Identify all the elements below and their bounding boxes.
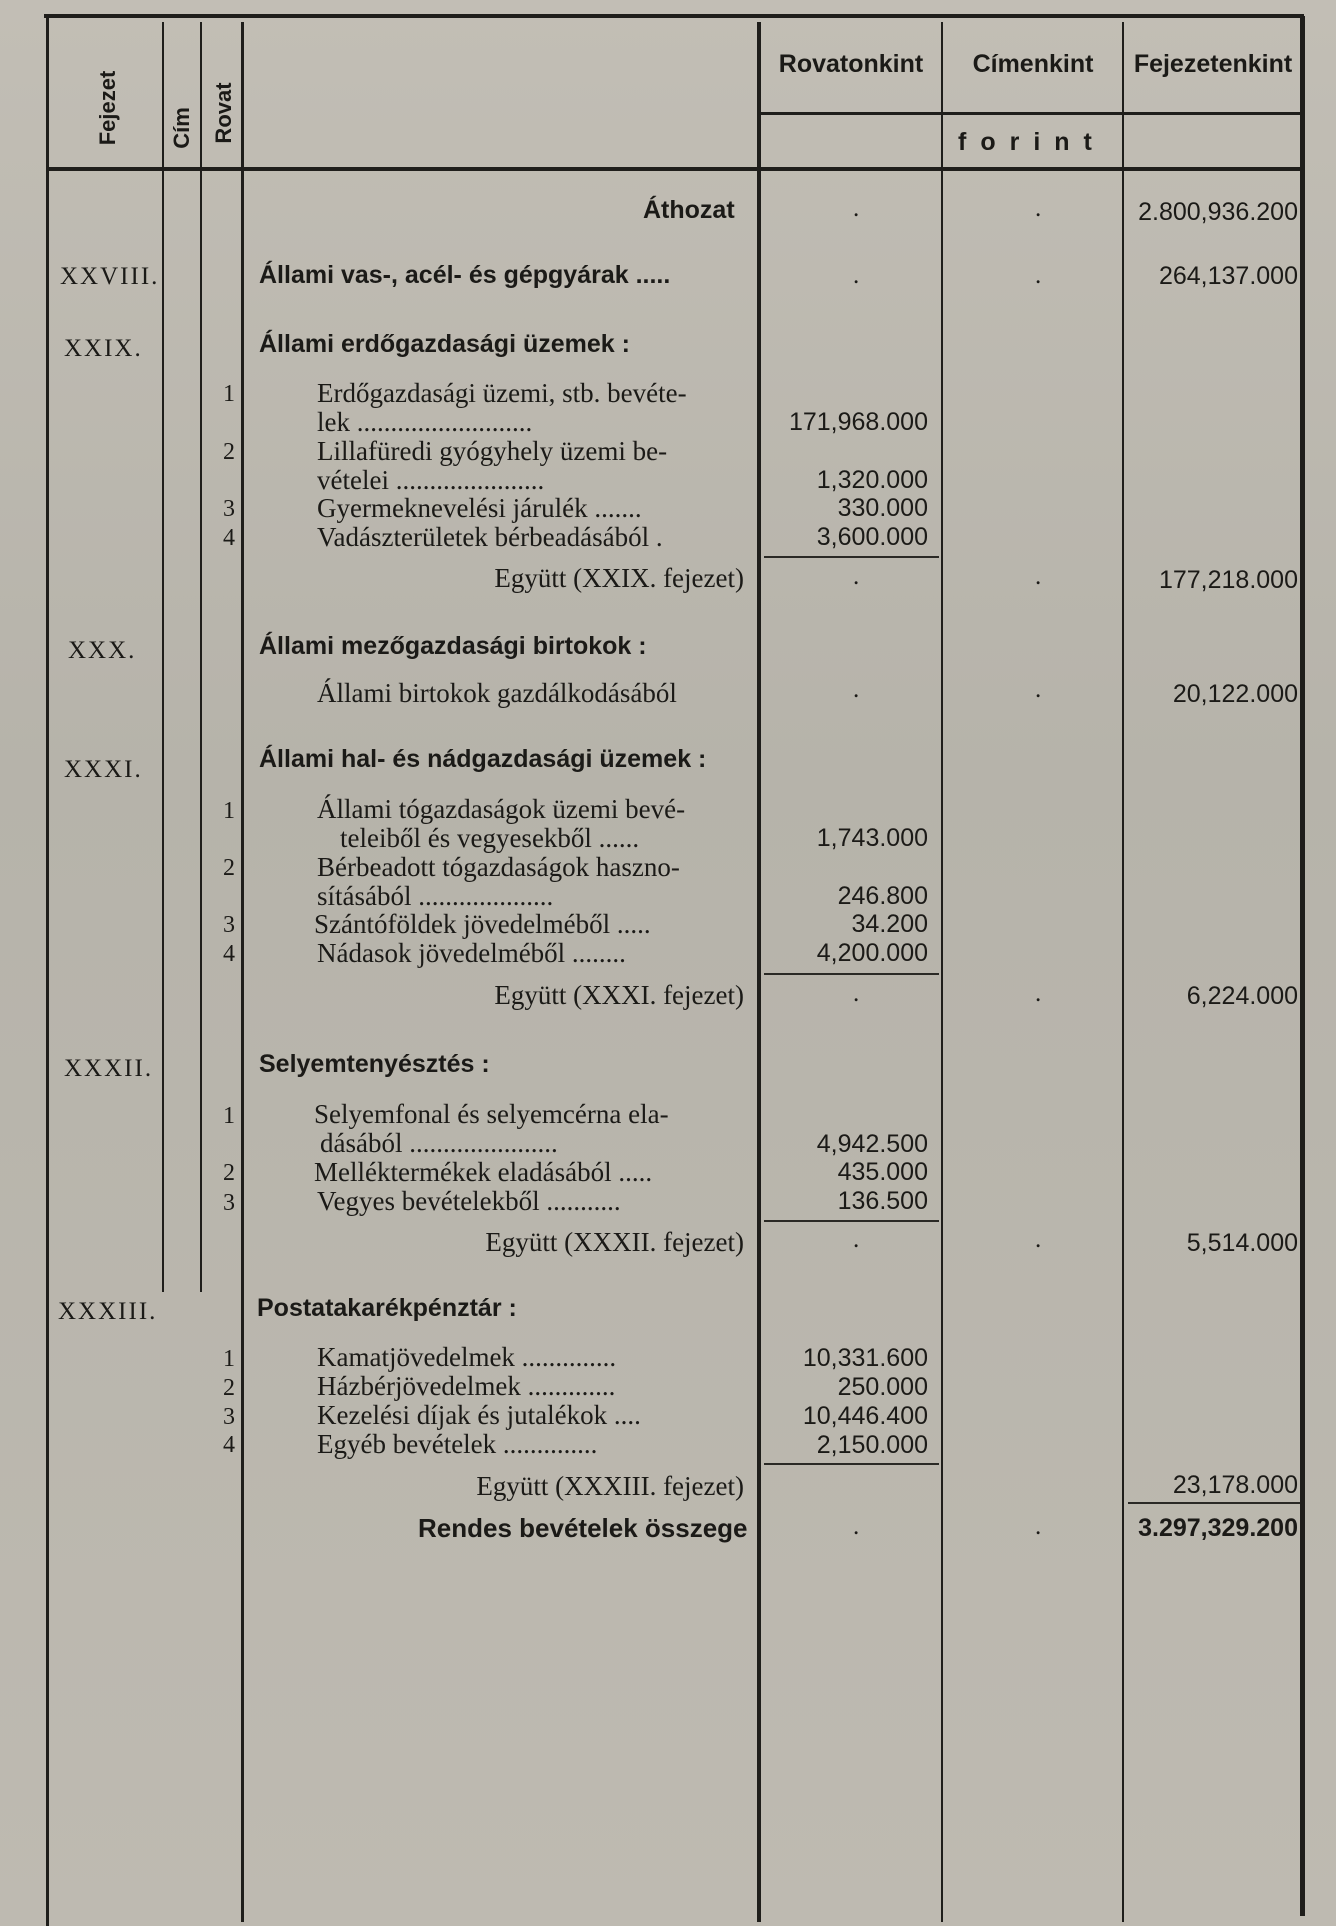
chapter-31-item-4-value: 4,200.000 (816, 939, 928, 967)
header-unit: forint (958, 128, 1106, 156)
chapter-33-subtotal-line (764, 1463, 939, 1465)
chapter-32-item-1-line1: Selyemfonal és selyemcérna ela- (314, 1099, 669, 1129)
chapter-31-total: 6,224.000 (1186, 982, 1298, 1010)
col-sep-rovatonkint (757, 22, 761, 1922)
chapter-32-item-1-number: 1 (223, 1103, 235, 1129)
chapter-29-item-2-value: 1,320.000 (816, 466, 928, 494)
chapter-31-dot1: . (853, 980, 860, 1007)
chapter-28-total: 264,137.000 (1158, 262, 1298, 290)
chapter-33-item-2-number: 2 (223, 1375, 235, 1401)
athozat-total: 2.800,936.200 (1138, 198, 1298, 226)
chapter-32-item-2-line1: Melléktermékek eladásából ..... (314, 1157, 653, 1187)
top-border (44, 14, 1304, 18)
chapter-31-item-3-line1: Szántóföldek jövedelméből ..... (314, 909, 651, 939)
chapter-33-number: XXXIII. (58, 1298, 158, 1325)
athozat-dot1: . (853, 195, 860, 222)
chapter-29-item-4-value: 3,600.000 (816, 523, 928, 551)
chapter-31-item-4-line1: Nádasok jövedelméből ........ (317, 938, 626, 968)
grand-total-value: 3.297,329.200 (1138, 1514, 1298, 1542)
chapter-29-item-1-line2: lek .......................... (317, 407, 533, 437)
chapter-31-dot2: . (1035, 980, 1042, 1007)
chapter-29-item-2-line1: Lillafüredi gyógyhely üzemi be- (317, 436, 668, 466)
chapter-29-item-2-number: 2 (223, 439, 235, 465)
chapter-31-item-2-line2: sításából .................... (317, 881, 554, 911)
chapter-29-item-1-number: 1 (223, 381, 235, 407)
chapter-31-number: XXXI. (64, 756, 143, 783)
chapter-32-item-1-value: 4,942.500 (816, 1130, 928, 1158)
chapter-29-item-4-number: 4 (223, 525, 235, 551)
chapter-31-item-3-number: 3 (223, 912, 235, 938)
chapter-33-item-3-line1: Kezelési díjak és jutalékok .... (317, 1400, 641, 1430)
chapter-28-title: Állami vas-, acél- és gépgyárak ..... (259, 261, 671, 289)
col-sep-cimenkint (941, 22, 943, 1922)
chapter-30-title: Állami mezőgazdasági birtokok : (259, 632, 647, 660)
chapter-29-sum-label: Együtt (XXIX. fejezet) (494, 563, 744, 593)
col-sep-cim (200, 22, 202, 1292)
chapter-32-sum-label: Együtt (XXXII. fejezet) (485, 1227, 744, 1257)
header-fejezetenkint: Fejezetenkint (1133, 50, 1293, 78)
chapter-33-item-1-number: 1 (223, 1346, 235, 1372)
chapter-29-item-1-line1: Erdőgazdasági üzemi, stb. bevéte- (317, 378, 687, 408)
chapter-29-item-2-line2: vételei ...................... (317, 465, 545, 495)
chapter-32-item-3-value: 136.500 (837, 1187, 928, 1215)
col-sep-fejezet (162, 22, 164, 1292)
chapter-29-subtotal-line (764, 556, 939, 558)
header-cimenkint: Címenkint (972, 50, 1094, 78)
chapter-33-total: 23,178.000 (1172, 1471, 1298, 1499)
chapter-29-item-4-line1: Vadászterületek bérbeadásából . (317, 522, 663, 552)
chapter-31-item-1-line1: Állami tógazdaságok üzemi bevé- (317, 794, 686, 824)
chapter-31-item-2-value: 246.800 (837, 882, 928, 910)
chapter-30-dot2: . (1035, 676, 1042, 703)
chapter-31-item-2-line1: Bérbeadott tógazdaságok haszno- (317, 852, 680, 882)
chapter-32-item-1-line2: dásából ...................... (320, 1128, 558, 1158)
chapter-33-item-1-value: 10,331.600 (802, 1344, 928, 1372)
chapter-33-item-1-line1: Kamatjövedelmek .............. (317, 1342, 617, 1372)
chapter-31-item-1-number: 1 (223, 798, 235, 824)
chapter-32-total: 5,514.000 (1186, 1229, 1298, 1257)
chapter-31-item-1-value: 1,743.000 (816, 824, 928, 852)
header-cim: Cím (169, 107, 194, 149)
chapter-29-title: Állami erdőgazdasági üzemek : (259, 330, 630, 358)
grand-total-dot2: . (1035, 1513, 1042, 1540)
chapter-29-number: XXIX. (64, 335, 143, 362)
chapter-33-item-2-line1: Házbérjövedelmek ............. (317, 1371, 616, 1401)
chapter-33-total-line (1128, 1502, 1300, 1504)
chapter-33-item-2-value: 250.000 (837, 1373, 928, 1401)
chapter-32-dot1: . (853, 1226, 860, 1253)
header-unit-line (761, 112, 1301, 115)
chapter-28-dot2: . (1035, 262, 1042, 289)
chapter-31-subtotal-line (764, 973, 939, 975)
chapter-28-number: XXVIII. (60, 263, 160, 290)
chapter-32-subtotal-line (764, 1220, 939, 1222)
chapter-30-line: Állami birtokok gazdálkodásából (317, 678, 677, 708)
chapter-29-item-1-value: 171,968.000 (788, 408, 928, 436)
chapter-33-item-4-line1: Egyéb bevételek .............. (317, 1429, 598, 1459)
chapter-33-item-3-value: 10,446.400 (802, 1402, 928, 1430)
chapter-32-number: XXXII. (64, 1055, 154, 1082)
chapter-31-item-3-value: 34.200 (851, 910, 928, 938)
chapter-33-title: Postatakarékpénztár : (257, 1294, 517, 1322)
chapter-29-item-3-value: 330.000 (837, 494, 928, 522)
chapter-31-sum-label: Együtt (XXXI. fejezet) (494, 980, 744, 1010)
grand-total-label: Rendes bevételek összege (418, 1513, 748, 1543)
athozat-dot2: . (1035, 195, 1042, 222)
header-bottom-line (49, 167, 1301, 171)
chapter-32-item-3-line1: Vegyes bevételekből ........... (317, 1186, 621, 1216)
chapter-29-dot1: . (853, 563, 860, 590)
chapter-31-item-4-number: 4 (223, 941, 235, 967)
grand-total-dot1: . (853, 1513, 860, 1540)
chapter-29-dot2: . (1035, 563, 1042, 590)
chapter-28-dot1: . (853, 262, 860, 289)
chapter-33-sum-label: Együtt (XXXIII. fejezet) (476, 1471, 744, 1501)
header-rovat: Rovat (211, 82, 236, 144)
chapter-33-item-4-number: 4 (223, 1432, 235, 1458)
chapter-33-item-3-number: 3 (223, 1404, 235, 1430)
col-sep-rovat (241, 22, 244, 1922)
chapter-32-item-2-number: 2 (223, 1160, 235, 1186)
chapter-30-number: XXX. (68, 637, 137, 664)
right-border (1300, 16, 1305, 1916)
col-sep-fejezetenkint (1122, 22, 1124, 1922)
chapter-29-total: 177,218.000 (1158, 566, 1298, 594)
chapter-31-title: Állami hal- és nádgazdasági üzemek : (259, 745, 707, 773)
header-rovatonkint: Rovatonkint (778, 50, 924, 78)
chapter-30-total: 20,122.000 (1172, 680, 1298, 708)
chapter-32-dot2: . (1035, 1226, 1042, 1253)
chapter-33-item-4-value: 2,150.000 (816, 1431, 928, 1459)
chapter-32-title: Selyemtenyésztés : (259, 1050, 490, 1078)
header-fejezet: Fejezet (95, 70, 120, 146)
chapter-32-item-2-value: 435.000 (837, 1158, 928, 1186)
chapter-31-item-2-number: 2 (223, 855, 235, 881)
chapter-31-item-1-line2: teleiből és vegyesekből ...... (340, 823, 640, 853)
chapter-29-item-3-number: 3 (223, 496, 235, 522)
athozat-label: Áthozat (643, 196, 735, 224)
chapter-32-item-3-number: 3 (223, 1190, 235, 1216)
left-border (46, 16, 49, 1926)
chapter-29-item-3-line1: Gyermeknevelési járulék ....... (317, 493, 642, 523)
chapter-30-dot1: . (853, 676, 860, 703)
